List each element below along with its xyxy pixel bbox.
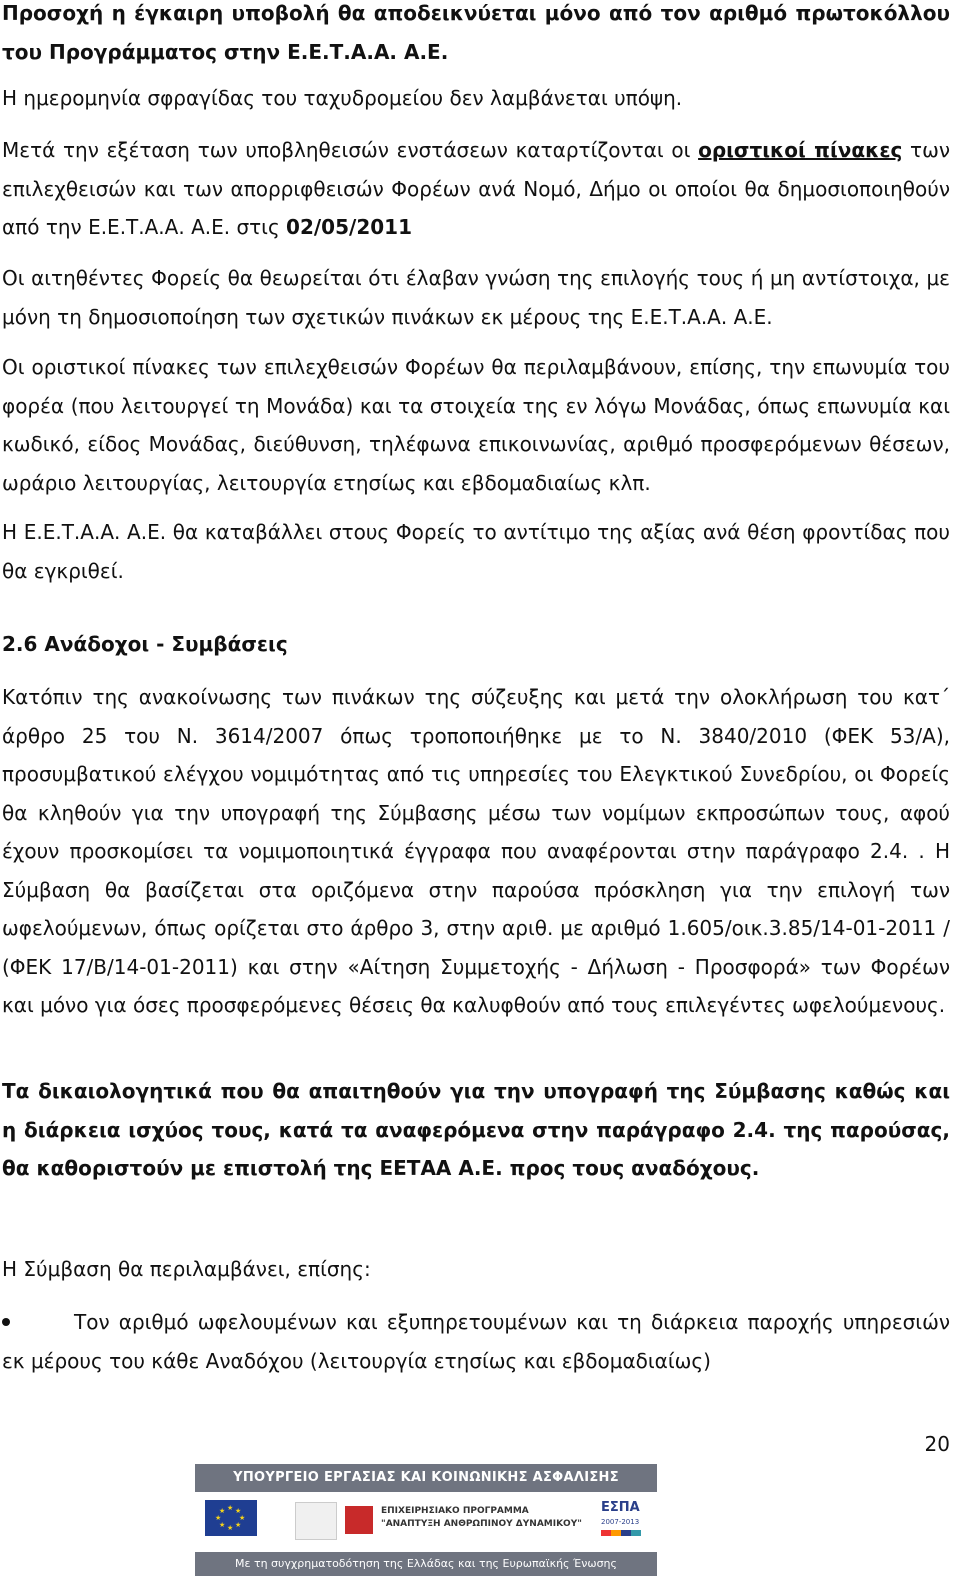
espa-label: ΕΣΠΑ: [601, 1500, 640, 1515]
bullet-dot-icon: [2, 1318, 10, 1326]
section-heading: 2.6 Ανάδοχοι - Συμβάσεις: [2, 632, 288, 656]
paragraph-documents: Τα δικαιολογητικά που θα απαιτηθούν για την υπογραφή της Σύμβασης καθώς και η διάρκεια ισχύος τους, κατά τα αναφερόμενα στην παράγραφο 2.4. της παρούσας, θα καθοριστούν με επιστολή της ΕΕΤΑΑ Α.Ε. προς τους αναδόχους.: [2, 1079, 950, 1180]
page-number: 20: [924, 1432, 950, 1456]
ministry-banner: ΥΠΟΥΡΓΕΙΟ ΕΡΓΑΣΙΑΣ ΚΑΙ ΚΟΙΝΩΝΙΚΗΣ ΑΣΦΑΛΙΣΗΣ: [195, 1464, 657, 1492]
program-mark-icon: [345, 1506, 373, 1534]
final-tables-text-c: των επιλεχθεισών και των απορριφθεισών Φορέων ανά Νομό, Δήμο οι οποίοι θα δημοσιοποιηθούν από την Ε.Ε.Τ.Α.Α. Α.Ε. στις: [2, 138, 950, 239]
greek-emblem-icon: [295, 1502, 337, 1540]
paragraph-postmark: Η ημερομηνία σφραγίδας του ταχυδρομείου δεν λαμβάνεται υπόψη.: [2, 86, 683, 110]
final-tables-text-a: Μετά την εξέταση των υποβληθεισών ενστάσεων καταρτίζονται οι: [2, 138, 699, 162]
cofunding-banner: Με τη συγχρηματοδότηση της Ελλάδας και της Ευρωπαϊκής Ένωσης: [195, 1552, 657, 1576]
espa-swoosh-icon: [601, 1530, 641, 1536]
paragraph-contracts: Κατόπιν της ανακοίνωσης των πινάκων της σύζευξης και μετά την ολοκλήρωση του κατ΄ άρθρο 25 του Ν. 3614/2007 όπως τροποποιήθηκε με το Ν. 3840/2010 (ΦΕΚ 53/Α), προσυμβατικού ελέγχου νομιμότητας από τις υπηρεσίες του Ελεγκτικού Συνεδρίου, οι Φορείς θα κληθούν για την υπογραφή της Σύμβασης μέσω των νομίμων εκπροσώπων τους, αφού έχουν προσκομίσει τα νομιμοποιητικά έγγραφα που αναφέρονται στην παράγραφο 2.4. . Η Σύμβαση θα βασίζεται στα οριζόμενα στην παρούσα πρόσκληση για την επιλογή των ωφελούμενων, όπως ορίζεται στο άρθρο 3, στην αριθ. με αριθμό 1.605/οικ.3.85/14-01-2011 / (ΦΕΚ 17/Β/14-01-2011) και στην «Αίτηση Συμμετοχής - Δήλωση - Προσφορά» των Φορέων και μόνο για όσες προσφερόμενες θέσεις θα καλυφθούν από τους επιλεγέντες ωφελούμενους.: [2, 685, 950, 1017]
espa-logo: [595, 1498, 647, 1542]
program-title-line2: "ΑΝΑΠΤΥΞΗ ΑΝΘΡΩΠΙΝΟΥ ΔΥΝΑΜΙΚΟΥ": [381, 1519, 582, 1529]
paragraph-applicants-notice: Οι αιτηθέντες Φορείς θα θεωρείται ότι έλαβαν γνώση της επιλογής τους ή μη αντίστοιχα, με μόνη τη δημοσιοποίηση των σχετικών πινάκων εκ μέρους της Ε.Ε.Τ.Α.Α. Α.Ε.: [2, 266, 950, 329]
paragraph-final-tables: [2, 131, 950, 247]
program-title-line1: ΕΠΙΧΕΙΡΗΣΙΑΚΟ ΠΡΟΓΡΑΜΜΑ: [381, 1506, 529, 1516]
bullet-item: [2, 1303, 950, 1380]
paragraph-contract-includes: Η Σύμβαση θα περιλαμβάνει, επίσης:: [2, 1257, 371, 1281]
final-tables-emphasis: οριστικοί πίνακες: [698, 138, 903, 162]
paragraph-payment: Η Ε.Ε.Τ.Α.Α. Α.Ε. θα καταβάλλει στους Φορείς το αντίτιμο της αξίας ανά θέση φροντίδας που θα εγκριθεί.: [2, 520, 950, 583]
bullet-text: Τον αριθμό ωφελουμένων και εξυπηρετουμένων και τη διάρκεια παροχής υπηρεσιών εκ μέρους του κάθε Αναδόχου (λειτουργία ετησίως και εβδομαδιαίως): [2, 1310, 950, 1373]
paragraph-submission-notice: [2, 0, 950, 71]
espa-years: 2007-2013: [601, 1518, 640, 1526]
submission-notice-text: Προσοχή η έγκαιρη υποβολή θα αποδεικνύεται μόνο από τον αριθμό πρωτοκόλλου του Προγράμματος στην Ε.Ε.Τ.Α.Α. Α.Ε.: [2, 1, 950, 64]
publication-date: 02/05/2011: [286, 215, 412, 239]
footer-logos: [195, 1494, 657, 1550]
paragraph-table-contents: Οι οριστικοί πίνακες των επιλεχθεισών Φορέων θα περιλαμβάνουν, επίσης, την επωνυμία του φορέα (που λειτουργεί τη Μονάδα) και τα στοιχεία της εν λόγω Μονάδας, όπως επωνυμία και κωδικό, είδος Μονάδας, διεύθυνση, τηλέφωνα επικοινωνίας, αριθμό προσφερόμενων θέσεων, ωράριο λειτουργίας, λειτουργία ετησίως και εβδομαδιαίως κλπ.: [2, 355, 950, 495]
operational-program-logo: [345, 1502, 605, 1544]
footer-banner: [195, 1460, 657, 1578]
eu-flag-icon: ★ ★ ★ ★ ★ ★ ★ ★: [205, 1500, 257, 1536]
